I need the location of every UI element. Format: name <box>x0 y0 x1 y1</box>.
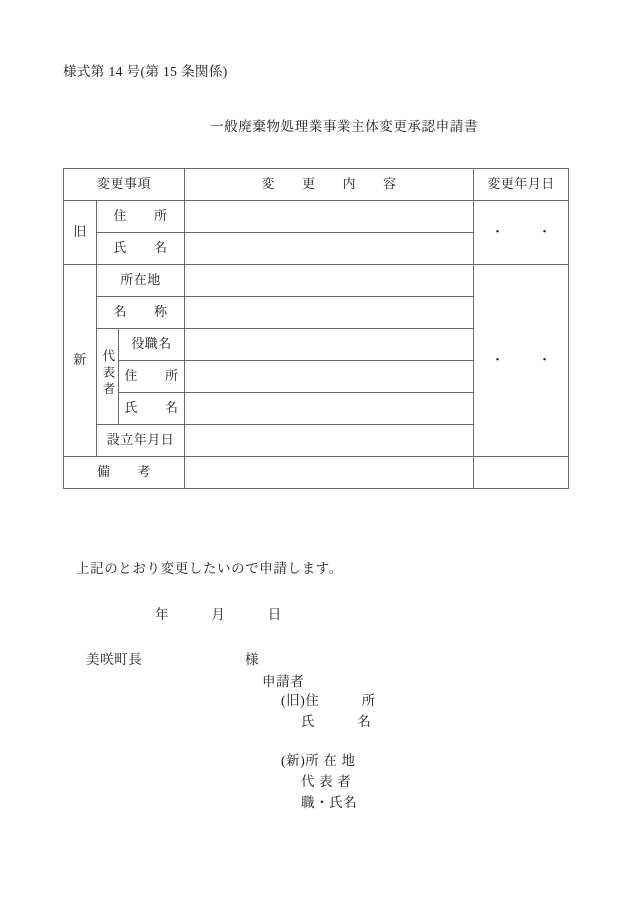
old-address-input[interactable] <box>185 201 474 233</box>
new-applicant-title-and-name[interactable]: 職・氏名 <box>301 795 358 810</box>
new-company-name-label: 名 称 <box>97 297 185 329</box>
new-rep-title-label: 役職名 <box>119 329 185 361</box>
submission-date-line[interactable]: 年 月 日 <box>155 607 282 622</box>
new-date-dot-2: ・ <box>538 352 552 368</box>
new-establishment-date-label: 設立年月日 <box>97 425 185 457</box>
old-name-input[interactable] <box>185 233 474 265</box>
new-section-label: 新 <box>64 265 97 457</box>
applicant-label: 申請者 <box>262 674 305 689</box>
new-representative-label-text: 代表者 <box>100 349 115 399</box>
old-applicant-block <box>281 690 376 732</box>
new-rep-address-input[interactable] <box>185 361 474 393</box>
new-applicant-representative[interactable]: 代 表 者 <box>301 774 352 789</box>
old-change-date-cell[interactable] <box>474 201 569 265</box>
table-header-row <box>64 169 569 201</box>
remarks-input[interactable] <box>185 457 474 489</box>
remarks-date-cell[interactable] <box>474 457 569 489</box>
new-date-dot-1: ・ <box>491 352 505 368</box>
change-application-table <box>63 168 569 489</box>
new-applicant-block <box>281 750 357 813</box>
form-number: 様式第 14 号(第 15 条関係) <box>63 64 228 79</box>
new-date-dots <box>491 352 551 368</box>
old-date-dot-2: ・ <box>538 224 552 240</box>
header-change-item: 変更事項 <box>64 169 185 201</box>
new-company-name-input[interactable] <box>185 297 474 329</box>
header-change-date: 変更年月日 <box>474 169 569 201</box>
new-change-date-cell[interactable] <box>474 265 569 457</box>
table-row-new-location <box>64 265 569 297</box>
remarks-label: 備 考 <box>64 457 185 489</box>
addressee-name: 美咲町長 <box>86 652 143 667</box>
new-rep-title-input[interactable] <box>185 329 474 361</box>
application-statement: 上記のとおり変更したいので申請します。 <box>76 561 343 576</box>
old-applicant-name[interactable]: 氏 名 <box>301 714 372 729</box>
old-name-label: 氏 名 <box>97 233 185 265</box>
old-address-label: 住 所 <box>97 201 185 233</box>
header-change-content: 変 更 内 容 <box>185 169 474 201</box>
old-section-label: 旧 <box>64 201 97 265</box>
new-location-input[interactable] <box>185 265 474 297</box>
document-title: 一般廃棄物処理業事業主体変更承認申請書 <box>210 119 478 134</box>
new-applicant-location[interactable]: (新)所 在 地 <box>281 753 356 768</box>
new-rep-name-label: 氏 名 <box>119 393 185 425</box>
table-row-remarks <box>64 457 569 489</box>
new-rep-address-label: 住 所 <box>119 361 185 393</box>
table-row-old-address <box>64 201 569 233</box>
new-location-label: 所在地 <box>97 265 185 297</box>
new-rep-name-input[interactable] <box>185 393 474 425</box>
new-representative-label <box>97 329 119 425</box>
old-date-dot-1: ・ <box>491 224 505 240</box>
old-applicant-address[interactable]: (旧)住 所 <box>281 693 376 708</box>
addressee-honorific: 様 <box>245 652 259 667</box>
old-date-dots <box>491 224 551 240</box>
new-establishment-date-input[interactable] <box>185 425 474 457</box>
